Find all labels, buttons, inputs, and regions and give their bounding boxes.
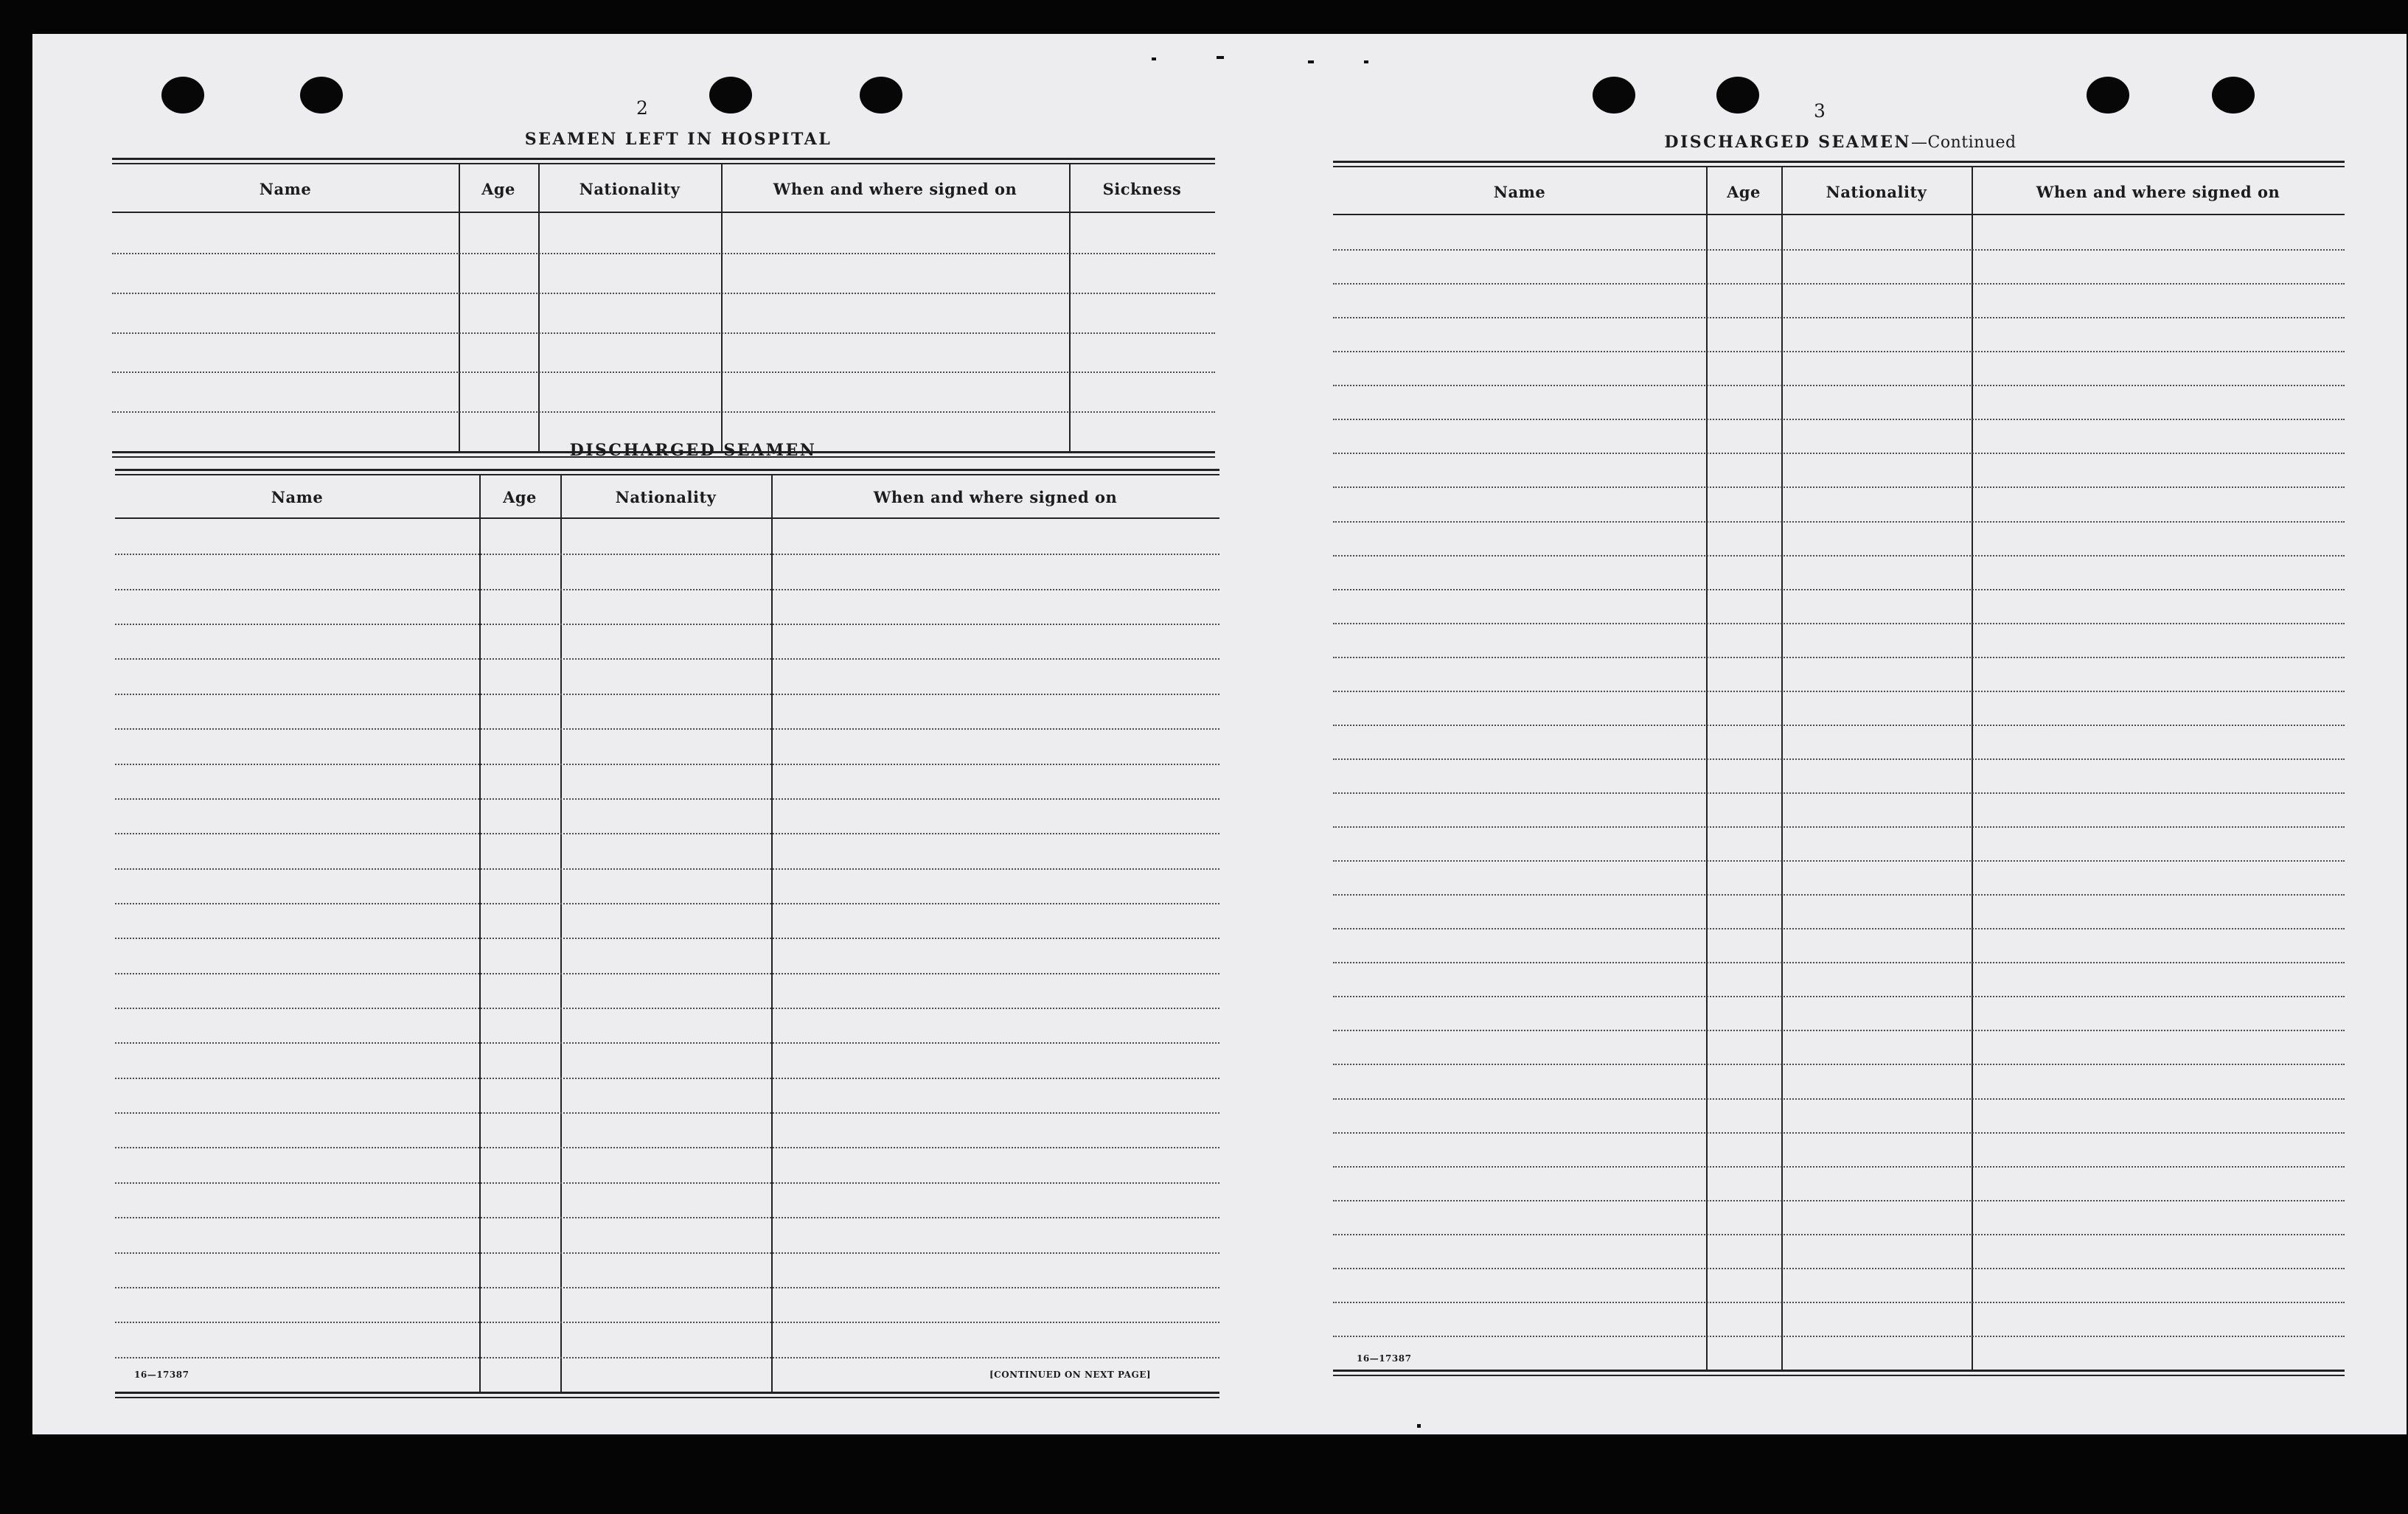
blank-entry-row	[1333, 1030, 2345, 1031]
blank-entry-row	[115, 589, 1219, 590]
column-divider	[1706, 166, 1708, 1370]
discharged-continued-title	[1531, 133, 2150, 152]
blank-entry-row	[1333, 962, 2345, 963]
column-header-nationality: Nationality	[615, 488, 717, 506]
hospital-table	[112, 158, 1215, 463]
blank-entry-row	[1333, 1132, 2345, 1134]
blank-entry-row	[1333, 317, 2345, 318]
blank-entry-row	[115, 658, 1219, 660]
blank-entry-row	[115, 1147, 1219, 1148]
discharged-table	[115, 469, 1219, 1403]
blank-entry-row	[115, 764, 1219, 765]
table-bottom-rule	[115, 1397, 1219, 1398]
blank-entry-row	[115, 1078, 1219, 1079]
blank-entry-row	[112, 332, 1215, 334]
discharged-continued-table	[1333, 161, 2345, 1380]
blank-entry-row	[115, 1322, 1219, 1323]
ink-speck	[1152, 57, 1156, 60]
blank-entry-row	[115, 554, 1219, 555]
blank-entry-row	[115, 1252, 1219, 1254]
blank-entry-row	[1333, 725, 2345, 726]
blank-entry-row	[1333, 860, 2345, 862]
blank-entry-row	[1333, 249, 2345, 251]
blank-entry-row	[1333, 623, 2345, 624]
blank-entry-row	[1333, 894, 2345, 896]
table-bottom-rule	[1333, 1375, 2345, 1376]
punch-hole	[1593, 77, 1635, 114]
blank-entry-row	[112, 411, 1215, 413]
blank-entry-row	[115, 694, 1219, 695]
blank-entry-row	[1333, 521, 2345, 523]
blank-entry-row	[115, 1008, 1219, 1009]
column-header-name: Name	[1493, 183, 1546, 201]
blank-entry-row	[115, 1357, 1219, 1358]
blank-entry-row	[112, 371, 1215, 373]
blank-entry-row	[1333, 1302, 2345, 1303]
column-header-when-where: When and where signed on	[773, 180, 1017, 198]
column-divider	[479, 474, 481, 1392]
hospital-section-title: SEAMEN LEFT IN HOSPITAL	[524, 130, 832, 149]
title-main: DISCHARGED SEAMEN	[1664, 133, 1912, 152]
column-header-name: Name	[271, 488, 324, 506]
column-divider	[771, 474, 773, 1392]
blank-entry-row	[1333, 758, 2345, 760]
blank-entry-row	[115, 973, 1219, 974]
header-rule	[112, 212, 1215, 213]
blank-entry-row	[1333, 826, 2345, 828]
table-bottom-rule	[1333, 1370, 2345, 1372]
punch-hole	[709, 77, 752, 114]
punch-hole	[2212, 77, 2255, 114]
table-top-rule	[115, 469, 1219, 471]
blank-entry-row	[1333, 1268, 2345, 1269]
column-header-when-where: When and where signed on	[873, 488, 1118, 506]
blank-entry-row	[115, 1217, 1219, 1218]
blank-entry-row	[115, 1112, 1219, 1114]
table-top-rule	[1333, 166, 2345, 167]
ink-speck	[1217, 56, 1224, 59]
column-header-nationality: Nationality	[1826, 183, 1927, 201]
document-spread	[32, 34, 2407, 1434]
blank-entry-row	[1333, 589, 2345, 590]
blank-entry-row	[115, 938, 1219, 939]
punch-hole	[2087, 77, 2129, 114]
column-header-sickness: Sickness	[1102, 180, 1182, 198]
blank-entry-row	[1333, 691, 2345, 692]
table-top-rule	[112, 158, 1215, 160]
blank-entry-row	[1333, 792, 2345, 794]
discharged-section-title: DISCHARGED SEAMEN	[569, 441, 817, 460]
continued-note: [CONTINUED ON NEXT PAGE]	[989, 1370, 1152, 1380]
punch-hole	[1716, 77, 1759, 114]
column-divider	[1781, 166, 1783, 1370]
blank-entry-row	[1333, 1234, 2345, 1235]
table-top-rule	[112, 163, 1215, 164]
blank-entry-row	[1333, 1166, 2345, 1168]
blank-entry-row	[1333, 385, 2345, 386]
punch-hole	[860, 77, 902, 114]
blank-entry-row	[115, 1182, 1219, 1184]
form-number-left: 16—17387	[134, 1370, 189, 1380]
ink-speck	[1364, 60, 1368, 63]
column-header-name: Name	[259, 180, 312, 198]
blank-entry-row	[1333, 928, 2345, 929]
blank-entry-row	[1333, 283, 2345, 285]
punch-hole	[161, 77, 204, 114]
column-divider	[538, 163, 540, 452]
blank-entry-row	[1333, 1098, 2345, 1100]
table-top-rule	[1333, 161, 2345, 163]
blank-entry-row	[115, 798, 1219, 800]
column-divider	[560, 474, 562, 1392]
column-header-age: Age	[503, 488, 537, 506]
page-number-right: 3	[1814, 100, 1826, 122]
blank-entry-row	[115, 1287, 1219, 1288]
blank-entry-row	[115, 728, 1219, 730]
header-rule	[115, 517, 1219, 519]
blank-entry-row	[1333, 555, 2345, 557]
column-header-when-where: When and where signed on	[2036, 183, 2280, 201]
blank-entry-row	[115, 903, 1219, 904]
blank-entry-row	[1333, 1336, 2345, 1337]
blank-entry-row	[115, 624, 1219, 625]
blank-entry-row	[112, 293, 1215, 294]
ink-speck	[1308, 60, 1314, 63]
blank-entry-row	[1333, 657, 2345, 658]
column-header-nationality: Nationality	[579, 180, 681, 198]
blank-entry-row	[1333, 453, 2345, 454]
blank-entry-row	[115, 868, 1219, 870]
blank-entry-row	[115, 833, 1219, 834]
column-divider	[1069, 163, 1071, 452]
blank-entry-row	[1333, 1200, 2345, 1201]
table-top-rule	[115, 474, 1219, 475]
title-suffix: —Continued	[1911, 133, 2016, 152]
blank-entry-row	[1333, 1064, 2345, 1065]
header-rule	[1333, 214, 2345, 215]
blank-entry-row	[1333, 996, 2345, 997]
blank-entry-row	[1333, 486, 2345, 488]
column-header-age: Age	[481, 180, 515, 198]
punch-hole	[300, 77, 343, 114]
page-number-left: 2	[636, 97, 648, 119]
form-number-right: 16—17387	[1357, 1353, 1412, 1364]
blank-entry-row	[112, 253, 1215, 254]
table-bottom-rule	[115, 1392, 1219, 1394]
column-divider	[1972, 166, 1973, 1370]
ink-speck	[1417, 1424, 1421, 1428]
blank-entry-row	[1333, 419, 2345, 420]
column-divider	[721, 163, 723, 452]
blank-entry-row	[1333, 351, 2345, 352]
blank-entry-row	[115, 1042, 1219, 1044]
column-divider	[459, 163, 460, 452]
column-header-age: Age	[1727, 183, 1761, 201]
